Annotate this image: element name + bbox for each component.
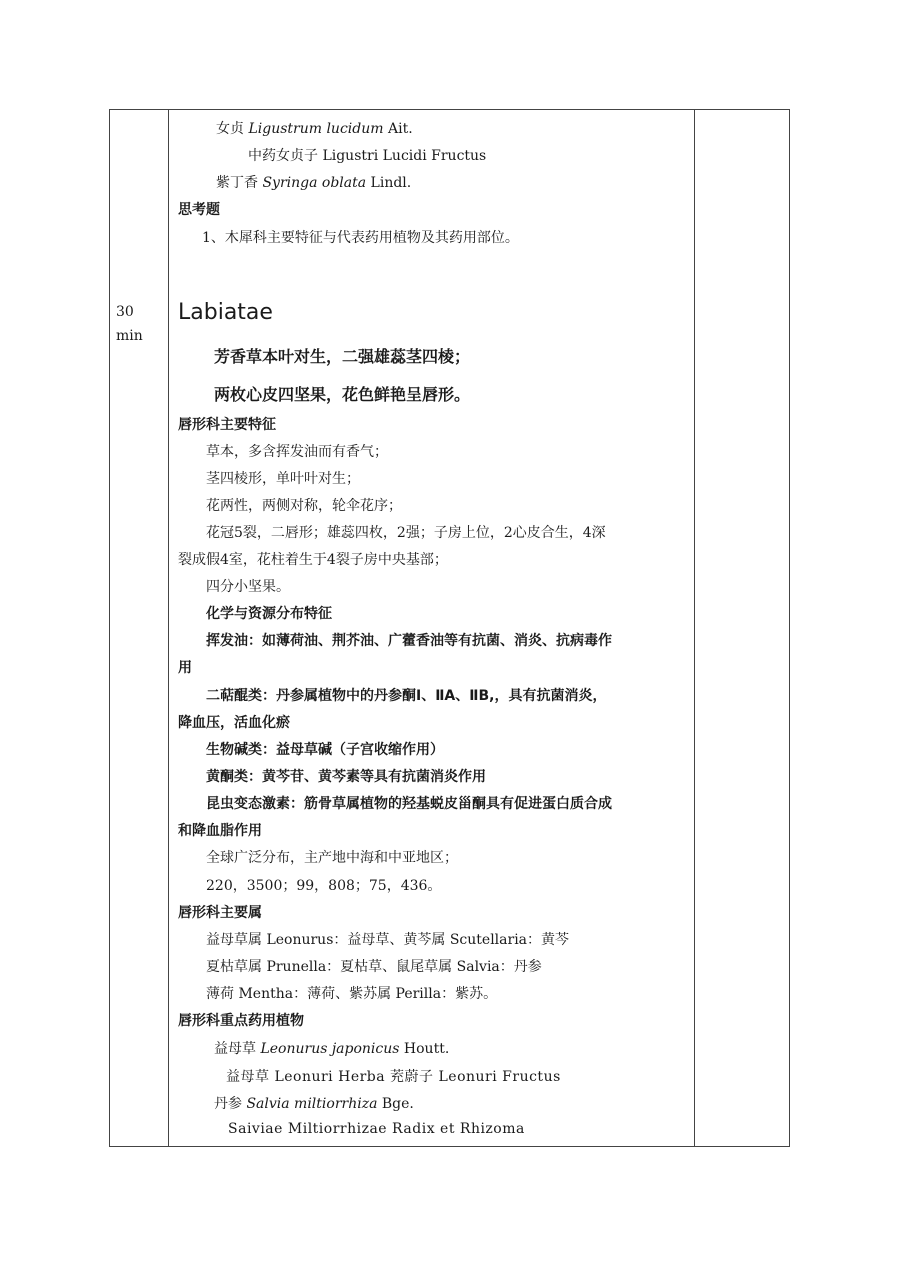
- genera-title: 唇形科主要属: [178, 905, 262, 921]
- feature-4: 花冠5裂，二唇形；雄蕊四枚，2强；子房上位，2心皮合生，4深: [206, 525, 606, 541]
- plant-syringa: 紫丁香 Syringa oblata Lindl.: [216, 175, 412, 191]
- chem-4: 黄酮类：黄芩苷、黄芩素等具有抗菌消炎作用: [206, 769, 486, 785]
- drug-leonurus: 益母草 Leonuri Herba 茺蔚子 Leonuri Fructus: [226, 1069, 561, 1085]
- mnemonic-line-1: 芳香草本叶对生，二强雄蕊茎四棱；: [214, 347, 471, 366]
- chem-title: 化学与资源分布特征: [206, 606, 332, 622]
- drug-salvia: Saiviae Miltiorrhizae Radix et Rhizoma: [228, 1121, 525, 1137]
- time-cell: [116, 300, 143, 348]
- questions-title: 思考题: [178, 202, 220, 218]
- feature-5: 四分小坚果。: [206, 579, 290, 595]
- chem-2-cont: 降血压，活血化瘀: [178, 715, 290, 731]
- lesson-table: [109, 109, 790, 1147]
- column-divider-2: [694, 110, 695, 1146]
- chem-5: 昆虫变态激素：筋骨草属植物的羟基蜕皮甾酮具有促进蛋白质合成: [206, 796, 612, 812]
- chem-5-cont: 和降血脂作用: [178, 823, 262, 839]
- chem-3: 生物碱类：益母草碱（子宫收缩作用）: [206, 742, 444, 758]
- column-divider-1: [168, 110, 169, 1146]
- chem-2: 二萜醌类：丹参属植物中的丹参酮Ⅰ、ⅡA、ⅡB,，具有抗菌消炎，: [206, 688, 607, 704]
- species-counts: 220，3500；99，808；75，436。: [206, 878, 442, 894]
- genus-line-3: 薄荷 Mentha：薄荷、紫苏属 Perilla：紫苏。: [206, 986, 498, 1002]
- chem-1-cont: 用: [178, 660, 192, 676]
- chem-1: 挥发油：如薄荷油、荆芥油、广藿香油等有抗菌、消炎、抗病毒作: [206, 633, 612, 649]
- question-1: 1、木犀科主要特征与代表药用植物及其药用部位。: [202, 230, 519, 246]
- genus-line-2: 夏枯草属 Prunella：夏枯草、鼠尾草属 Salvia：丹参: [206, 959, 542, 975]
- time-value: 30: [116, 304, 134, 320]
- medicinal-title: 唇形科重点药用植物: [178, 1013, 304, 1029]
- plant-salvia: 丹参 Salvia miltiorrhiza Bge.: [214, 1096, 414, 1112]
- plant-ligustrum: 女贞 Ligustrum lucidum Ait.: [216, 121, 413, 137]
- family-title: Labiatae: [178, 300, 273, 325]
- drug-ligustri: 中药女贞子 Ligustri Lucidi Fructus: [248, 148, 487, 164]
- mnemonic-line-2: 两枚心皮四坚果，花色鲜艳呈唇形。: [214, 385, 471, 404]
- time-unit: min: [116, 328, 143, 344]
- plant-leonurus: 益母草 Leonurus japonicus Houtt.: [214, 1041, 450, 1057]
- feature-1: 草本，多含挥发油而有香气；: [206, 444, 388, 460]
- genus-line-1: 益母草属 Leonurus：益母草、黄芩属 Scutellaria：黄芩: [206, 932, 570, 948]
- distribution: 全球广泛分布，主产地中海和中亚地区；: [206, 850, 458, 866]
- feature-4-cont: 裂成假4室，花柱着生于4裂子房中央基部；: [178, 552, 448, 568]
- feature-3: 花两性，两侧对称，轮伞花序；: [206, 498, 402, 514]
- feature-2: 茎四棱形，单叶叶对生；: [206, 471, 360, 487]
- features-title: 唇形科主要特征: [178, 417, 276, 433]
